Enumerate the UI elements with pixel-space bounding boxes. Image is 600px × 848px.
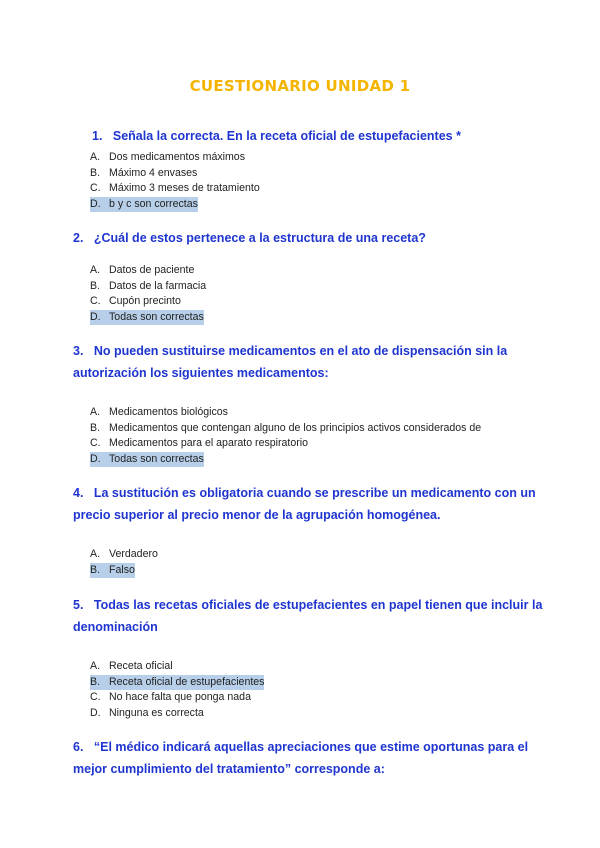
- option-2a: [90, 263, 550, 279]
- option-3a: [90, 405, 550, 421]
- option-letter: A.: [90, 406, 101, 418]
- option-1a: [90, 150, 550, 166]
- options-list-2: [90, 263, 550, 325]
- option-letter: D.: [90, 310, 110, 326]
- option-1b: [90, 166, 550, 182]
- option-letter: C.: [90, 295, 101, 307]
- option-text: Receta oficial: [109, 660, 173, 672]
- question-3: [73, 340, 543, 384]
- option-text: Todas son correctas: [109, 452, 204, 468]
- option-letter: B.: [90, 166, 101, 179]
- option-4b-highlighted: [90, 563, 550, 579]
- option-5c: [90, 690, 550, 706]
- option-letter: C.: [90, 691, 101, 703]
- option-text: Datos de paciente: [109, 264, 195, 276]
- option-letter: D.: [90, 197, 110, 213]
- option-2d-highlighted: [90, 310, 550, 326]
- question-number: 1.: [92, 129, 103, 143]
- question-5: [73, 594, 543, 638]
- option-letter: B.: [90, 675, 109, 691]
- option-letter: B.: [90, 563, 109, 579]
- option-text: Medicamentos para el aparato respiratorio: [109, 437, 309, 449]
- question-1: [92, 125, 562, 147]
- option-3b: [90, 421, 550, 437]
- option-letter: A.: [90, 548, 101, 560]
- option-4a: [90, 547, 550, 563]
- option-text: Receta oficial de estupefacientes: [109, 675, 264, 691]
- question-text: Todas las recetas oficiales de estupefacientes en papel tienen que incluir la denominación: [73, 598, 543, 634]
- question-4: [73, 482, 543, 526]
- option-letter: D.: [90, 452, 110, 468]
- option-letter: C.: [90, 182, 101, 194]
- option-1d-highlighted: [90, 197, 550, 213]
- option-text: Dos medicamentos máximos: [109, 151, 245, 163]
- question-text: “El médico indicará aquellas apreciaciones que estime oportunas para el mejor cumplimiento del tratamiento” corresponde a:: [73, 740, 529, 776]
- option-letter: C.: [90, 437, 101, 449]
- option-text: Falso: [109, 563, 135, 579]
- option-1c: [90, 181, 550, 197]
- option-text: Todas son correctas: [109, 310, 204, 326]
- option-letter: A.: [90, 660, 101, 672]
- option-letter: D.: [90, 706, 101, 719]
- option-5b-highlighted: [90, 675, 550, 691]
- options-list-4: [90, 547, 550, 578]
- option-text: b y c son correctas: [109, 197, 198, 213]
- question-text: No pueden sustituirse medicamentos en el ato de dispensación sin la autorización los siguientes medicamentos:: [73, 344, 508, 380]
- option-text: Medicamentos que contengan alguno de los principios activos considerados de: [109, 421, 482, 434]
- option-letter: A.: [90, 151, 101, 163]
- option-3c: [90, 436, 550, 452]
- option-letter: A.: [90, 264, 101, 276]
- question-text: Señala la correcta. En la receta oficial de estupefacientes *: [112, 129, 461, 143]
- question-6: [73, 736, 543, 780]
- options-list-3: [90, 405, 550, 467]
- question-text: La sustitución es obligatoria cuando se prescribe un medicamento con un precio superior al precio menor de la agrupación homogénea.: [73, 486, 536, 522]
- option-text: Medicamentos biológicos: [109, 406, 228, 418]
- option-text: Máximo 3 meses de tratamiento: [109, 182, 260, 194]
- option-text: No hace falta que ponga nada: [109, 691, 251, 703]
- option-text: Ninguna es correcta: [109, 706, 204, 719]
- option-letter: B.: [90, 279, 101, 292]
- option-3d-highlighted: [90, 452, 550, 468]
- options-list-1: [90, 150, 550, 212]
- options-list-5: [90, 659, 550, 721]
- option-text: Cupón precinto: [109, 295, 181, 307]
- page-title: CUESTIONARIO UNIDAD 1: [189, 77, 411, 95]
- option-text: Verdadero: [109, 548, 158, 560]
- question-number: 6.: [73, 740, 84, 754]
- option-5d: [90, 706, 550, 722]
- question-number: 3.: [73, 344, 84, 358]
- option-letter: B.: [90, 421, 101, 434]
- option-5a: [90, 659, 550, 675]
- option-2b: [90, 279, 550, 295]
- question-2: [73, 227, 543, 249]
- option-text: Datos de la farmacia: [109, 279, 207, 292]
- option-text: Máximo 4 envases: [109, 166, 198, 179]
- question-text: ¿Cuál de estos pertenece a la estructura de una receta?: [93, 231, 426, 245]
- question-number: 2.: [73, 231, 84, 245]
- question-number: 5.: [73, 598, 84, 612]
- option-2c: [90, 294, 550, 310]
- question-number: 4.: [73, 486, 84, 500]
